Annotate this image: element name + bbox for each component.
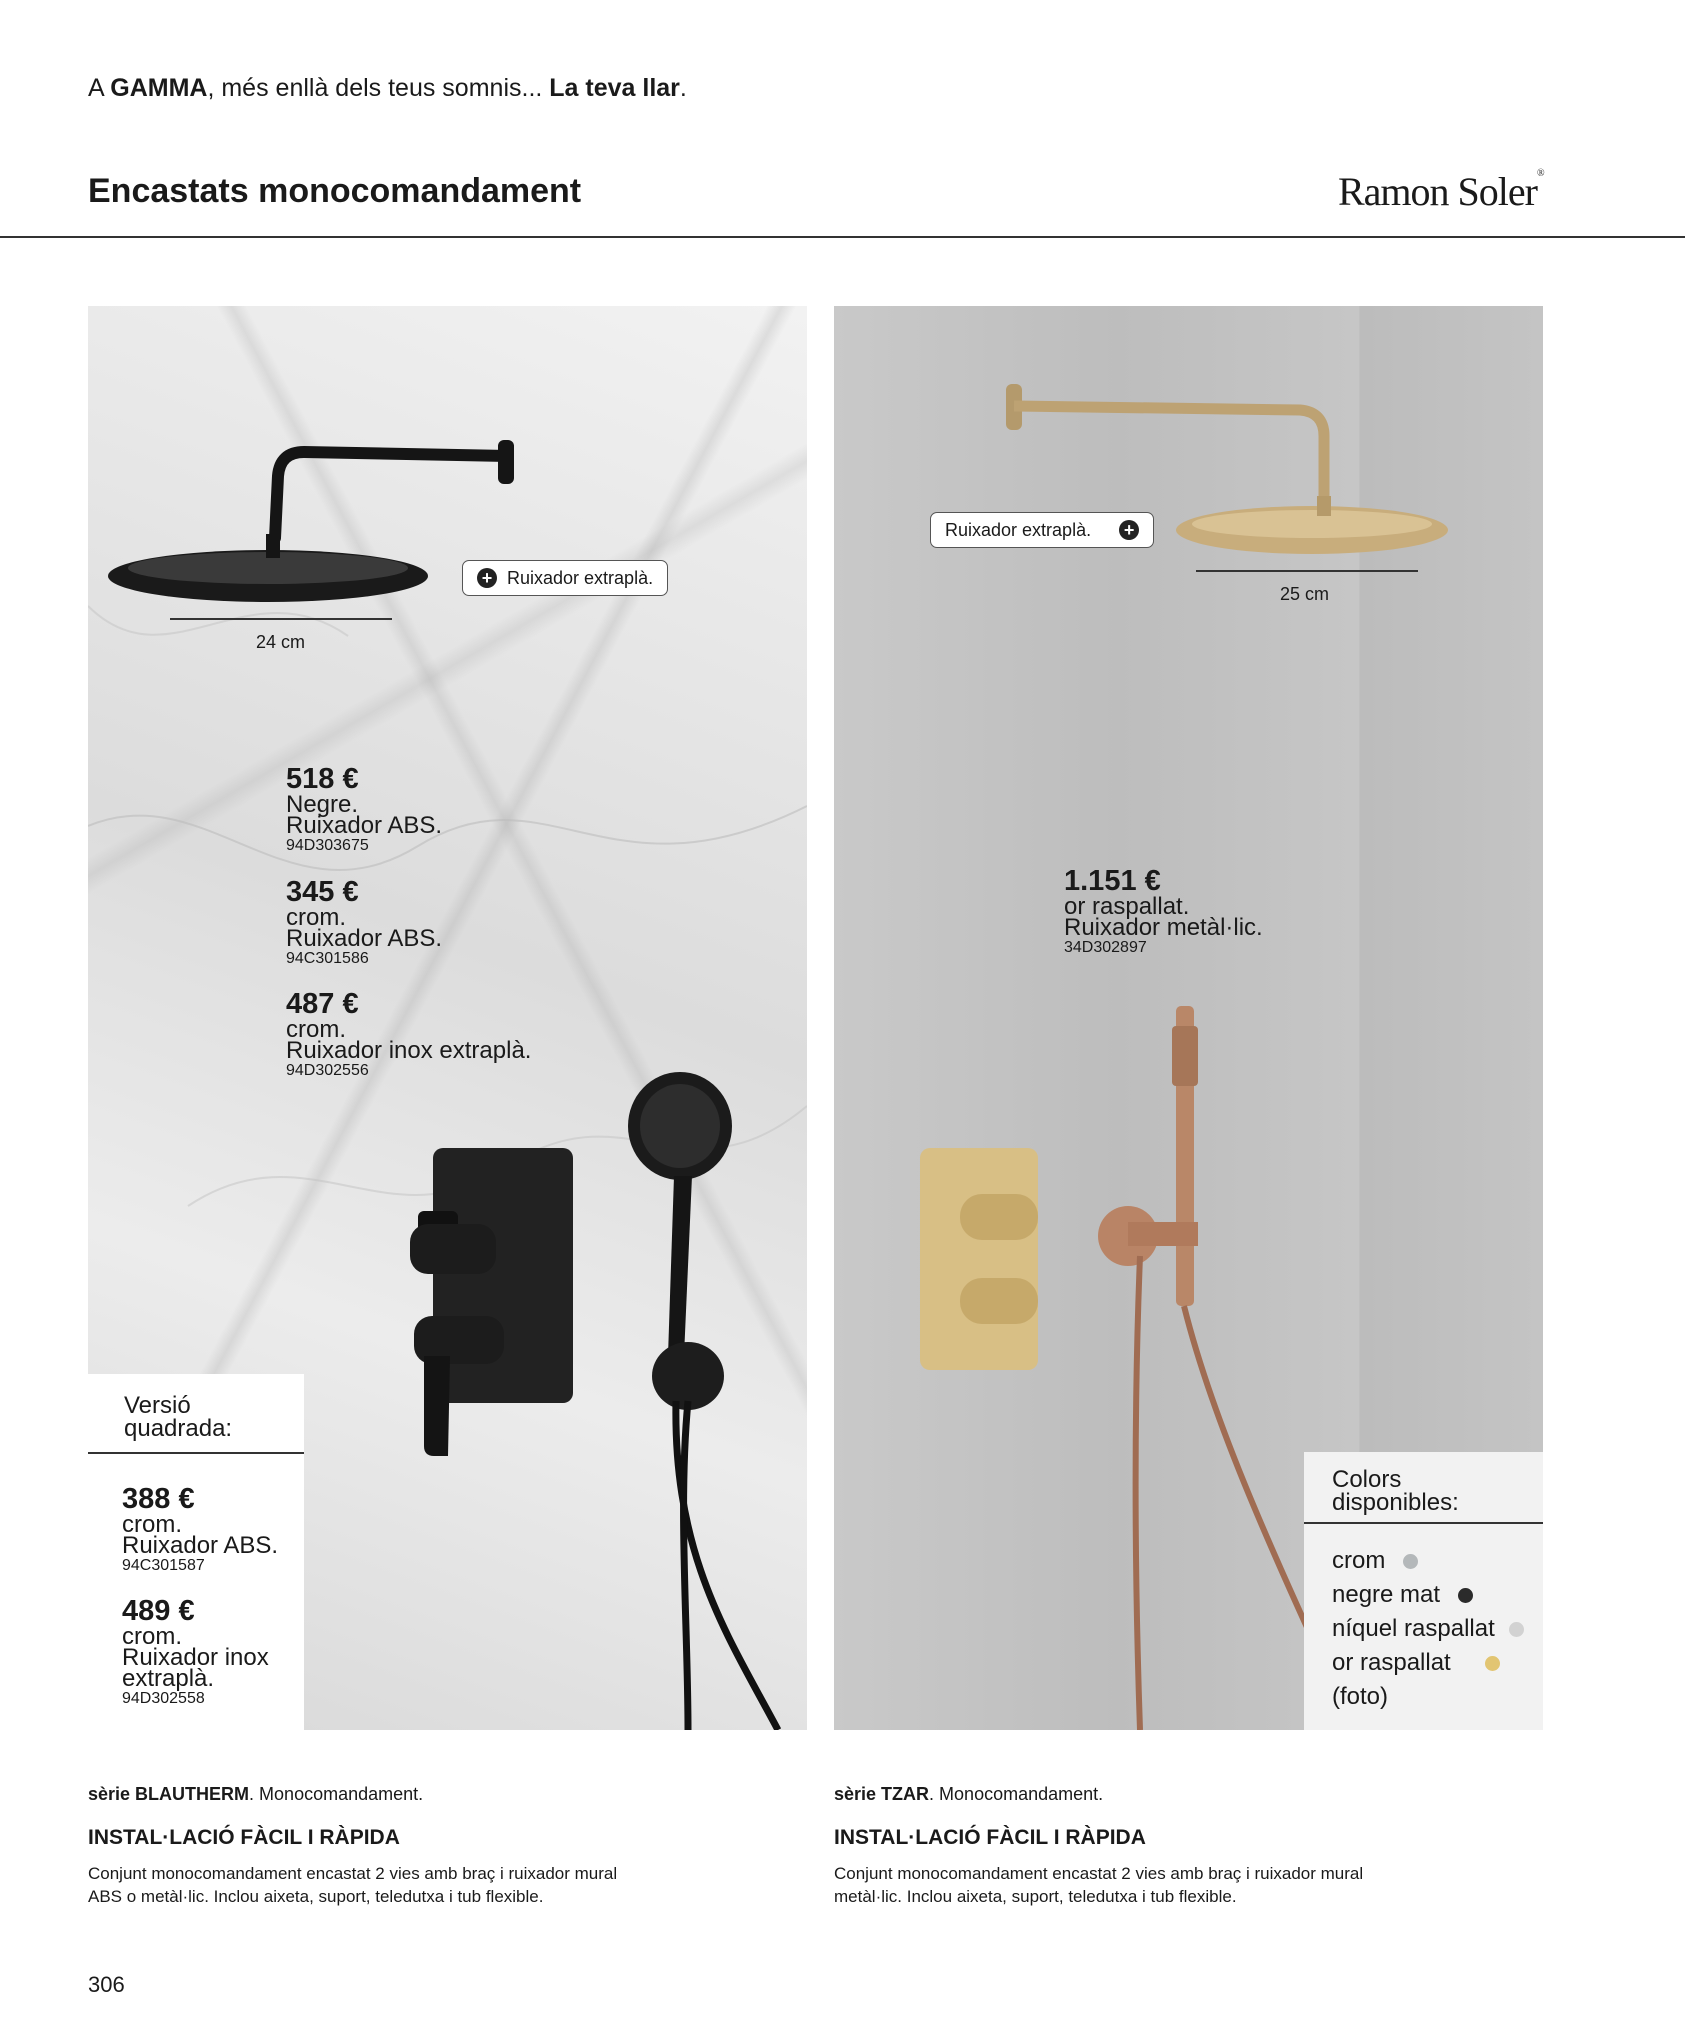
- color-option-negre-mat: negre mat: [1332, 1578, 1543, 1612]
- price: 487 €: [286, 988, 359, 1020]
- color-swatch: [1403, 1554, 1418, 1569]
- dimension-line: [1196, 570, 1418, 572]
- product-code: 94D302558: [122, 1690, 205, 1707]
- square-version-box: [88, 1374, 304, 1730]
- price-block-gold: [1064, 866, 1263, 958]
- color-option-or-raspallat: or raspallat: [1332, 1646, 1543, 1680]
- price: 1.151 €: [1064, 865, 1161, 897]
- product-image-tzar: [834, 306, 1543, 1730]
- price: 345 €: [286, 876, 359, 908]
- finish: crom.: [122, 1623, 182, 1650]
- square-price-block-1: [122, 1484, 278, 1576]
- price: 489 €: [122, 1595, 195, 1627]
- product-code: 94C301587: [122, 1557, 205, 1574]
- plus-icon: +: [1119, 520, 1139, 540]
- callout-extraplat-left[interactable]: [462, 560, 668, 596]
- callout-label: Ruixador extraplà.: [945, 519, 1092, 540]
- colors-box: [1304, 1452, 1543, 1730]
- callout-extraplat-right[interactable]: [930, 512, 1154, 548]
- product-code: 34D302897: [1064, 939, 1147, 956]
- dimension-line: [170, 618, 392, 620]
- product-image-blautherm: [88, 306, 807, 1730]
- product-code: 94D303675: [286, 837, 369, 854]
- description-left: Conjunt monocomandament encastat 2 vies amb braç i ruixador mural ABS o metàl·lic. Inclou aixeta, suport, teledutxa i tub flexible.: [88, 1864, 618, 1906]
- header-divider: [0, 236, 1685, 238]
- plus-icon: +: [477, 568, 497, 588]
- finish: Negre.: [286, 791, 359, 818]
- colors-heading: Colors disponibles:: [1332, 1466, 1459, 1516]
- square-price-block-2: [122, 1596, 269, 1709]
- price-block-3: [286, 989, 531, 1081]
- product-code: 94D302556: [286, 1062, 369, 1079]
- tagline: A GAMMA, més enllà dels teus somnis... La teva llar.: [88, 74, 687, 102]
- shower-type-cont: extraplà.: [122, 1665, 215, 1692]
- color-option-crom: crom: [1332, 1544, 1543, 1578]
- section-title: Encastats monocomandament: [88, 172, 582, 210]
- color-swatch: [1485, 1656, 1500, 1671]
- square-version-heading: Versió quadrada:: [124, 1392, 233, 1442]
- finish: crom.: [122, 1511, 182, 1538]
- product-code: 94C301586: [286, 950, 369, 967]
- colors-note: (foto): [1332, 1683, 1389, 1710]
- series-caption-right: sèrie TZAR. Monocomandament.: [834, 1784, 1104, 1804]
- shower-type: Ruixador inox: [122, 1644, 269, 1671]
- dimension-label: 24 cm: [256, 632, 306, 652]
- dimension-label: 25 cm: [1280, 584, 1330, 604]
- shower-type: Ruixador metàl·lic.: [1064, 914, 1263, 941]
- install-title-right: INSTAL·LACIÓ FÀCIL I RÀPIDA: [834, 1826, 1146, 1849]
- callout-label: Ruixador extraplà.: [507, 567, 654, 588]
- shower-type: Ruixador ABS.: [286, 925, 443, 952]
- price: 518 €: [286, 763, 359, 795]
- price: 388 €: [122, 1483, 195, 1515]
- price-block-1: [286, 764, 442, 856]
- series-caption-left: sèrie BLAUTHERM. Monocomandament.: [88, 1784, 424, 1804]
- color-option-niquel-raspallat: níquel raspallat: [1332, 1612, 1543, 1646]
- shower-type: Ruixador inox extraplà.: [286, 1037, 532, 1064]
- finish: or raspallat.: [1064, 893, 1190, 920]
- colors-list: [1304, 1524, 1543, 1714]
- color-swatch: [1458, 1588, 1473, 1603]
- install-title-left: INSTAL·LACIÓ FÀCIL I RÀPIDA: [88, 1826, 400, 1849]
- page-number: 306: [88, 1972, 125, 1997]
- shower-type: Ruixador ABS.: [122, 1532, 279, 1559]
- square-version-divider: [88, 1452, 304, 1454]
- color-swatch: [1509, 1622, 1524, 1637]
- price-block-2: [286, 877, 442, 969]
- finish: crom.: [286, 904, 346, 931]
- shower-type: Ruixador ABS.: [286, 812, 443, 839]
- brand-logo: Ramon Soler®: [1338, 168, 1544, 214]
- description-right: Conjunt monocomandament encastat 2 vies amb braç i ruixador mural metàl·lic. Inclou aixeta, suport, teledutxa i tub flexible.: [834, 1864, 1364, 1906]
- finish: crom.: [286, 1016, 346, 1043]
